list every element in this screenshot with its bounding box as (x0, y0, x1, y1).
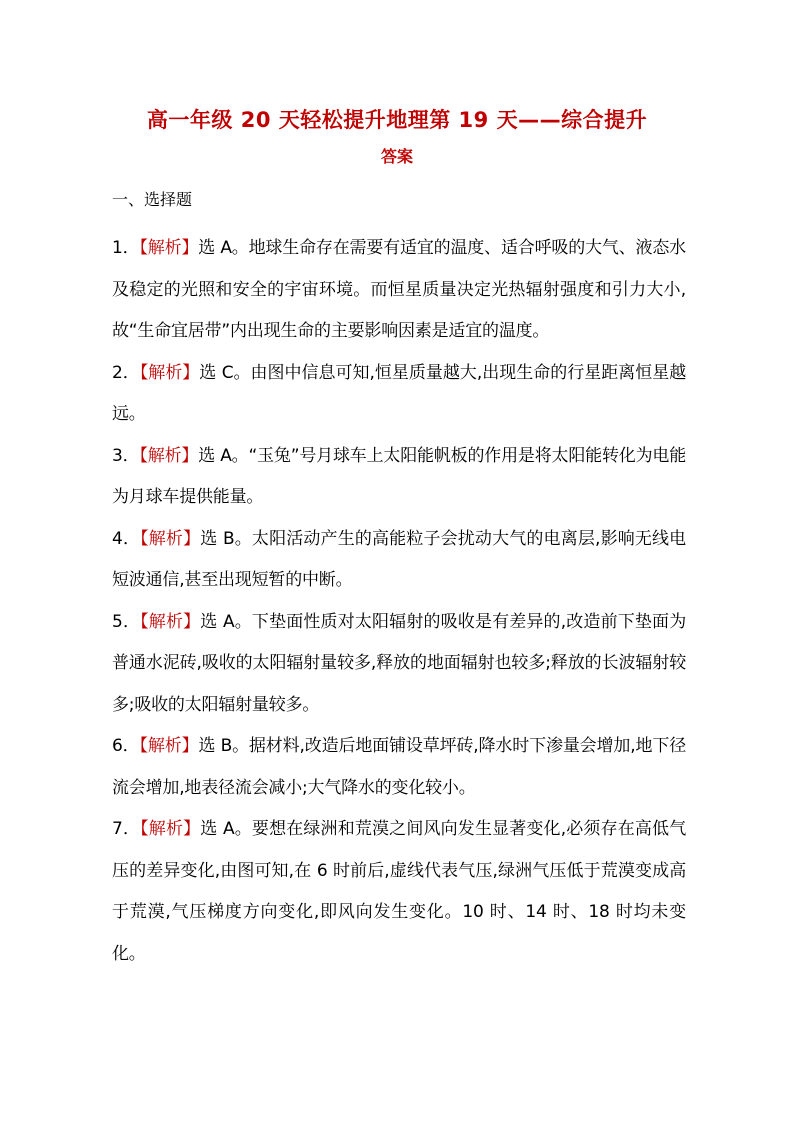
answer-item-4 (112, 519, 686, 602)
answer-text: 选 B。据材料,改造后地面铺设草坪砖,降水时下渗量会增加,地下径流会增加,地表径流会减小;大气降水的变化较小。 (112, 736, 686, 798)
answer-item-3 (112, 436, 686, 519)
page-subtitle: 答案 (380, 147, 413, 166)
analysis-tag: 【解析】 (139, 362, 200, 383)
answer-item-1 (112, 228, 686, 353)
answer-number: 7． (112, 819, 141, 839)
answer-text: 选 A。要想在绿洲和荒漠之间风向发生显著变化,必须存在高低气压的差异变化,由图可知,在 6 时前后,虚线代表气压,绿洲气压低于荒漠变成高于荒漠,气压梯度方向变化,即风向发生变化。10 时、14 时、18 时均未变化。 (112, 819, 687, 964)
analysis-tag: 【解析】 (140, 819, 201, 839)
answer-number: 3． (112, 445, 140, 466)
analysis-tag: 【解析】 (140, 611, 201, 632)
answer-item-6 (112, 726, 686, 809)
answer-item-2 (112, 353, 686, 436)
analysis-tag: 【解析】 (139, 736, 199, 756)
answer-number: 5． (112, 611, 141, 632)
answer-number: 4． (112, 528, 141, 549)
answer-text: 选 C。由图中信息可知,恒星质量越大,出现生命的行星距离恒星越远。 (112, 362, 686, 424)
section-heading: 一、选择题 (112, 190, 193, 209)
answer-item-5 (112, 602, 686, 727)
answer-item-7 (112, 809, 686, 975)
analysis-tag: 【解析】 (139, 238, 199, 258)
answer-text: 选 A。地球生命存在需要有适宜的温度、适合呼吸的大气、液态水及稳定的光照和安全的宇宙环境。而恒星质量决定光热辐射强度和引力大小,故“生命宜居带”内出现生命的主要影响因素是适宜的温度。 (112, 238, 686, 341)
page-title: 高一年级 20 天轻松提升地理第 19 天——综合提升 (146, 108, 648, 132)
answer-text: 选 B。太阳活动产生的高能粒子会扰动大气的电离层,影响无线电短波通信,甚至出现短暂的中断。 (112, 528, 686, 590)
answer-number: 1． (112, 238, 140, 258)
answer-text: 选 A。下垫面性质对太阳辐射的吸收是有差异的,改造前下垫面为普通水泥砖,吸收的太阳辐射量较多,释放的地面辐射也较多;释放的长波辐射较多;吸收的太阳辐射量较多。 (112, 611, 687, 715)
answer-number: 6． (112, 736, 140, 756)
answer-text: 选 A。“玉兔”号月球车上太阳能帆板的作用是将太阳能转化为电能为月球车提供能量。 (112, 445, 687, 507)
analysis-tag: 【解析】 (140, 528, 201, 549)
analysis-tag: 【解析】 (139, 445, 199, 466)
answer-number: 2． (112, 362, 140, 383)
answer-list (112, 228, 686, 975)
